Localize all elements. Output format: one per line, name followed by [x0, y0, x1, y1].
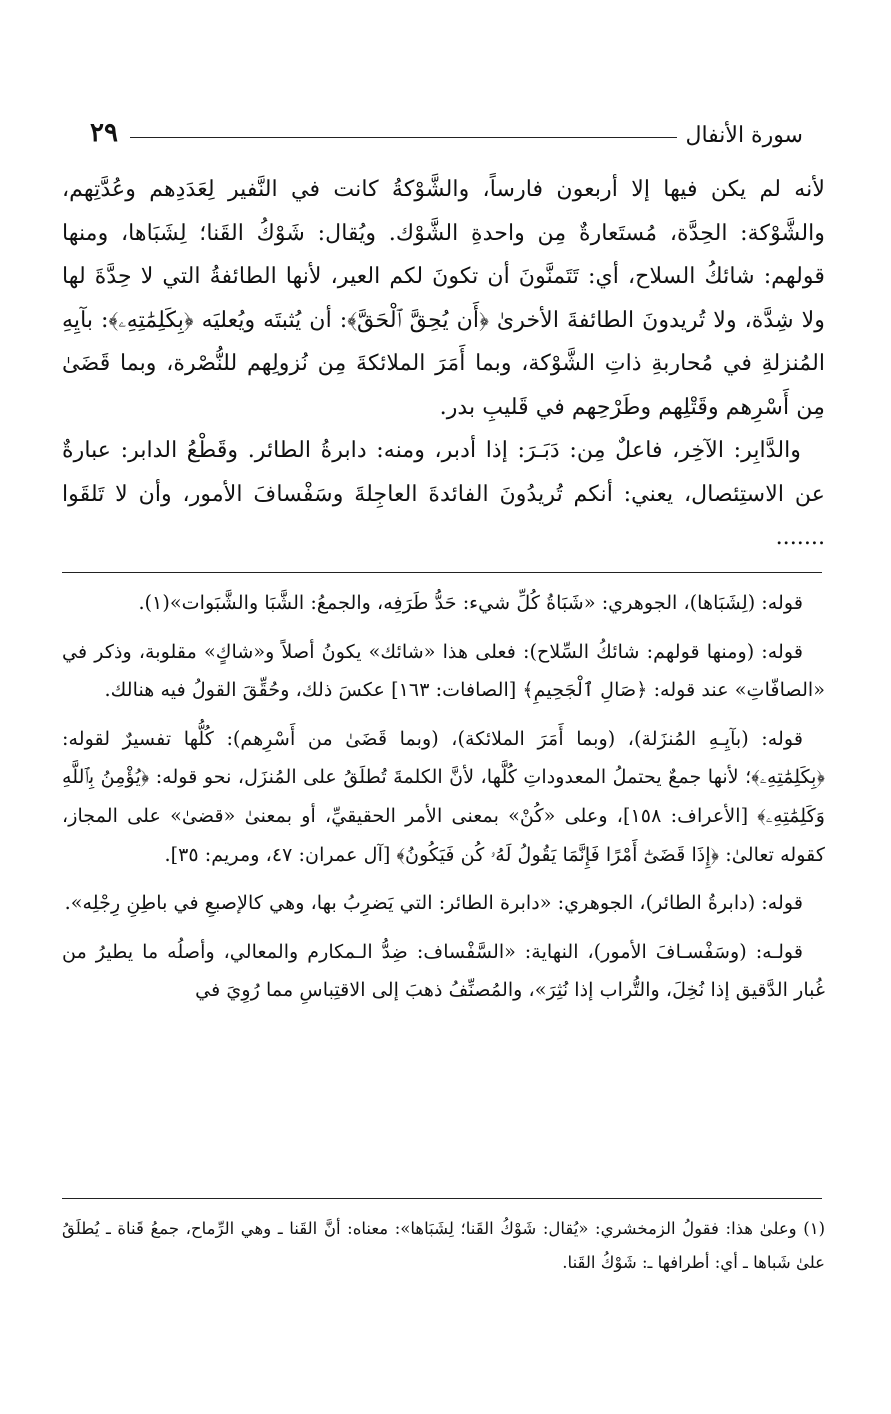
footnote-text: (١) وعلىٰ هذا: فقولُ الزمخشري: «يُقال: شَوْكُ القَنا؛ لِشَبَاها»: معناه: أنَّ القَنا ـ وهي الرِّماح، جمعُ قَناة ـ يُطلَقُ علىٰ شَباها ـ أي: أطرافها ـ: شَوْكُ القَنا.: [62, 1219, 825, 1272]
commentary-paragraph-5: قولـه: (وسَفْسـافَ الأمور)، النهاية: «السَّفْساف: ضِدُّ الـمكارم والمعالي، وأصلُه ما يطيرُ من غُبار الدَّقيق إذا نُخِلَ، والتُّراب إذا نُثِرَ»، والمُصنِّفُ ذهبَ إلى الاقتِباسِ مما رُوِيَ في: [62, 939, 825, 1002]
main-paragraph-1: لأنه لم يكن فيها إلا أربعون فارساً، والشَّوْكةُ كانت في النَّفير لِعَدَدِهم وعُدَّتِهم، والشَّوْكة: الحِدَّة، مُستَعارةٌ مِن واحدةِ الشَّوْك. ويُقال: شَوْكُ القَنا؛ لِشَبَاها، ومنها قولهم: شائكُ السلاح، أي: تَتَمنَّونَ أن تكونَ لكم العير، لأنها الطائفةُ التي لا حِدَّةَ لها ولا شِدَّة، ولا تُريدونَ الطائفةَ الأخرىٰ ﴿أَن يُحِقَّ ٱلْحَقَّ﴾: أن يُثبتَه ويُعليَه ﴿بِكَلِمَٰتِهِۦ﴾: بآيِهِ المُنزلةِ في مُحاربةِ ذاتِ الشَّوْكة، وبما أَمَرَ الملائكةَ مِن نُزولِهم للنُّصْرة، وبما قَضَىٰ مِن أَسْرِهم وقَتْلِهم وطَرْحِهم في قَليبِ بدر.: [62, 176, 825, 420]
commentary-paragraph-1: قوله: (لِشَبَاها)، الجوهري: «شَبَاةُ كُلِّ شيء: حَدُّ طَرَفِه، والجمعُ: الشَّبَا والشَّبَوات»(١).: [138, 591, 803, 614]
main-paragraph-2: والدَّابِر: الآخِر، فاعلٌ مِن: دَبَـرَ: إذا أدبر، ومنه: دابرةُ الطائر. وقَطْعُ الدابر: عبارةٌ عن الاستِئصال، يعني: أنكم تُريدُونَ الفائدةَ العاجِلةَ وسَفْسافَ الأمور، وأن لا تَلقَوا .......: [62, 437, 825, 550]
header-rule: [130, 137, 678, 138]
commentary-paragraph-3: قوله: (بآيِـهِ المُنزَلة)، (وبما أَمَرَ الملائكة)، (وبما قَضَىٰ من أَسْرِهم): كُلُّها تفسيرٌ لقوله: ﴿بِكَلِمَٰتِهِۦ﴾؛ لأنها جمعٌ يحتملُ المعدوداتِ كُلَّها، لأنَّ الكلمةَ تُطلَقُ على المُنزَل، نحو قوله: ﴿يُؤْمِنُ بِٱللَّهِ وَكَلِمَٰتِهِۦ﴾ [الأعراف: ١٥٨]، وعلى «كُنْ» بمعنى الأمر الحقيقيِّ، أو بمعنىٰ «قضىٰ» على المجاز، كقوله تعالىٰ: ﴿إِذَا قَضَىٰٓ أَمْرًا فَإِنَّمَا يَقُولُ لَهُۥ كُن فَيَكُونُ﴾ [آل عمران: ٤٧، ومريم: ٣٥].: [62, 726, 825, 866]
page-header: [90, 108, 803, 148]
surah-title: سورة الأنفال: [685, 123, 803, 148]
footnote-separator: [62, 1198, 822, 1199]
commentary-paragraph-4: قوله: (دابرةُ الطائر)، الجوهري: «دابرة الطائر: التي يَضرِبُ بها، وهي كالإصبعِ في باطِنِ رِجْلِه».: [64, 891, 803, 915]
footnote: [62, 1212, 825, 1280]
commentary-separator: [62, 572, 822, 573]
main-text: [62, 168, 825, 560]
commentary-paragraph-2: قوله: (ومنها قولهم: شائكُ السِّلاح): فعلى هذا «شائك» يكونُ أصلاً و«شاكٍ» مقلوبة، وذكر في «الصافّاتِ» عند قوله: ﴿صَالِ ٱلْجَحِيمِ﴾ [الصافات: ١٦٣] عكسَ ذلك، وحُقِّقَ القولُ فيه هنالك.: [62, 639, 825, 702]
commentary: [62, 584, 825, 1020]
page-number: ٢٩: [90, 118, 118, 148]
